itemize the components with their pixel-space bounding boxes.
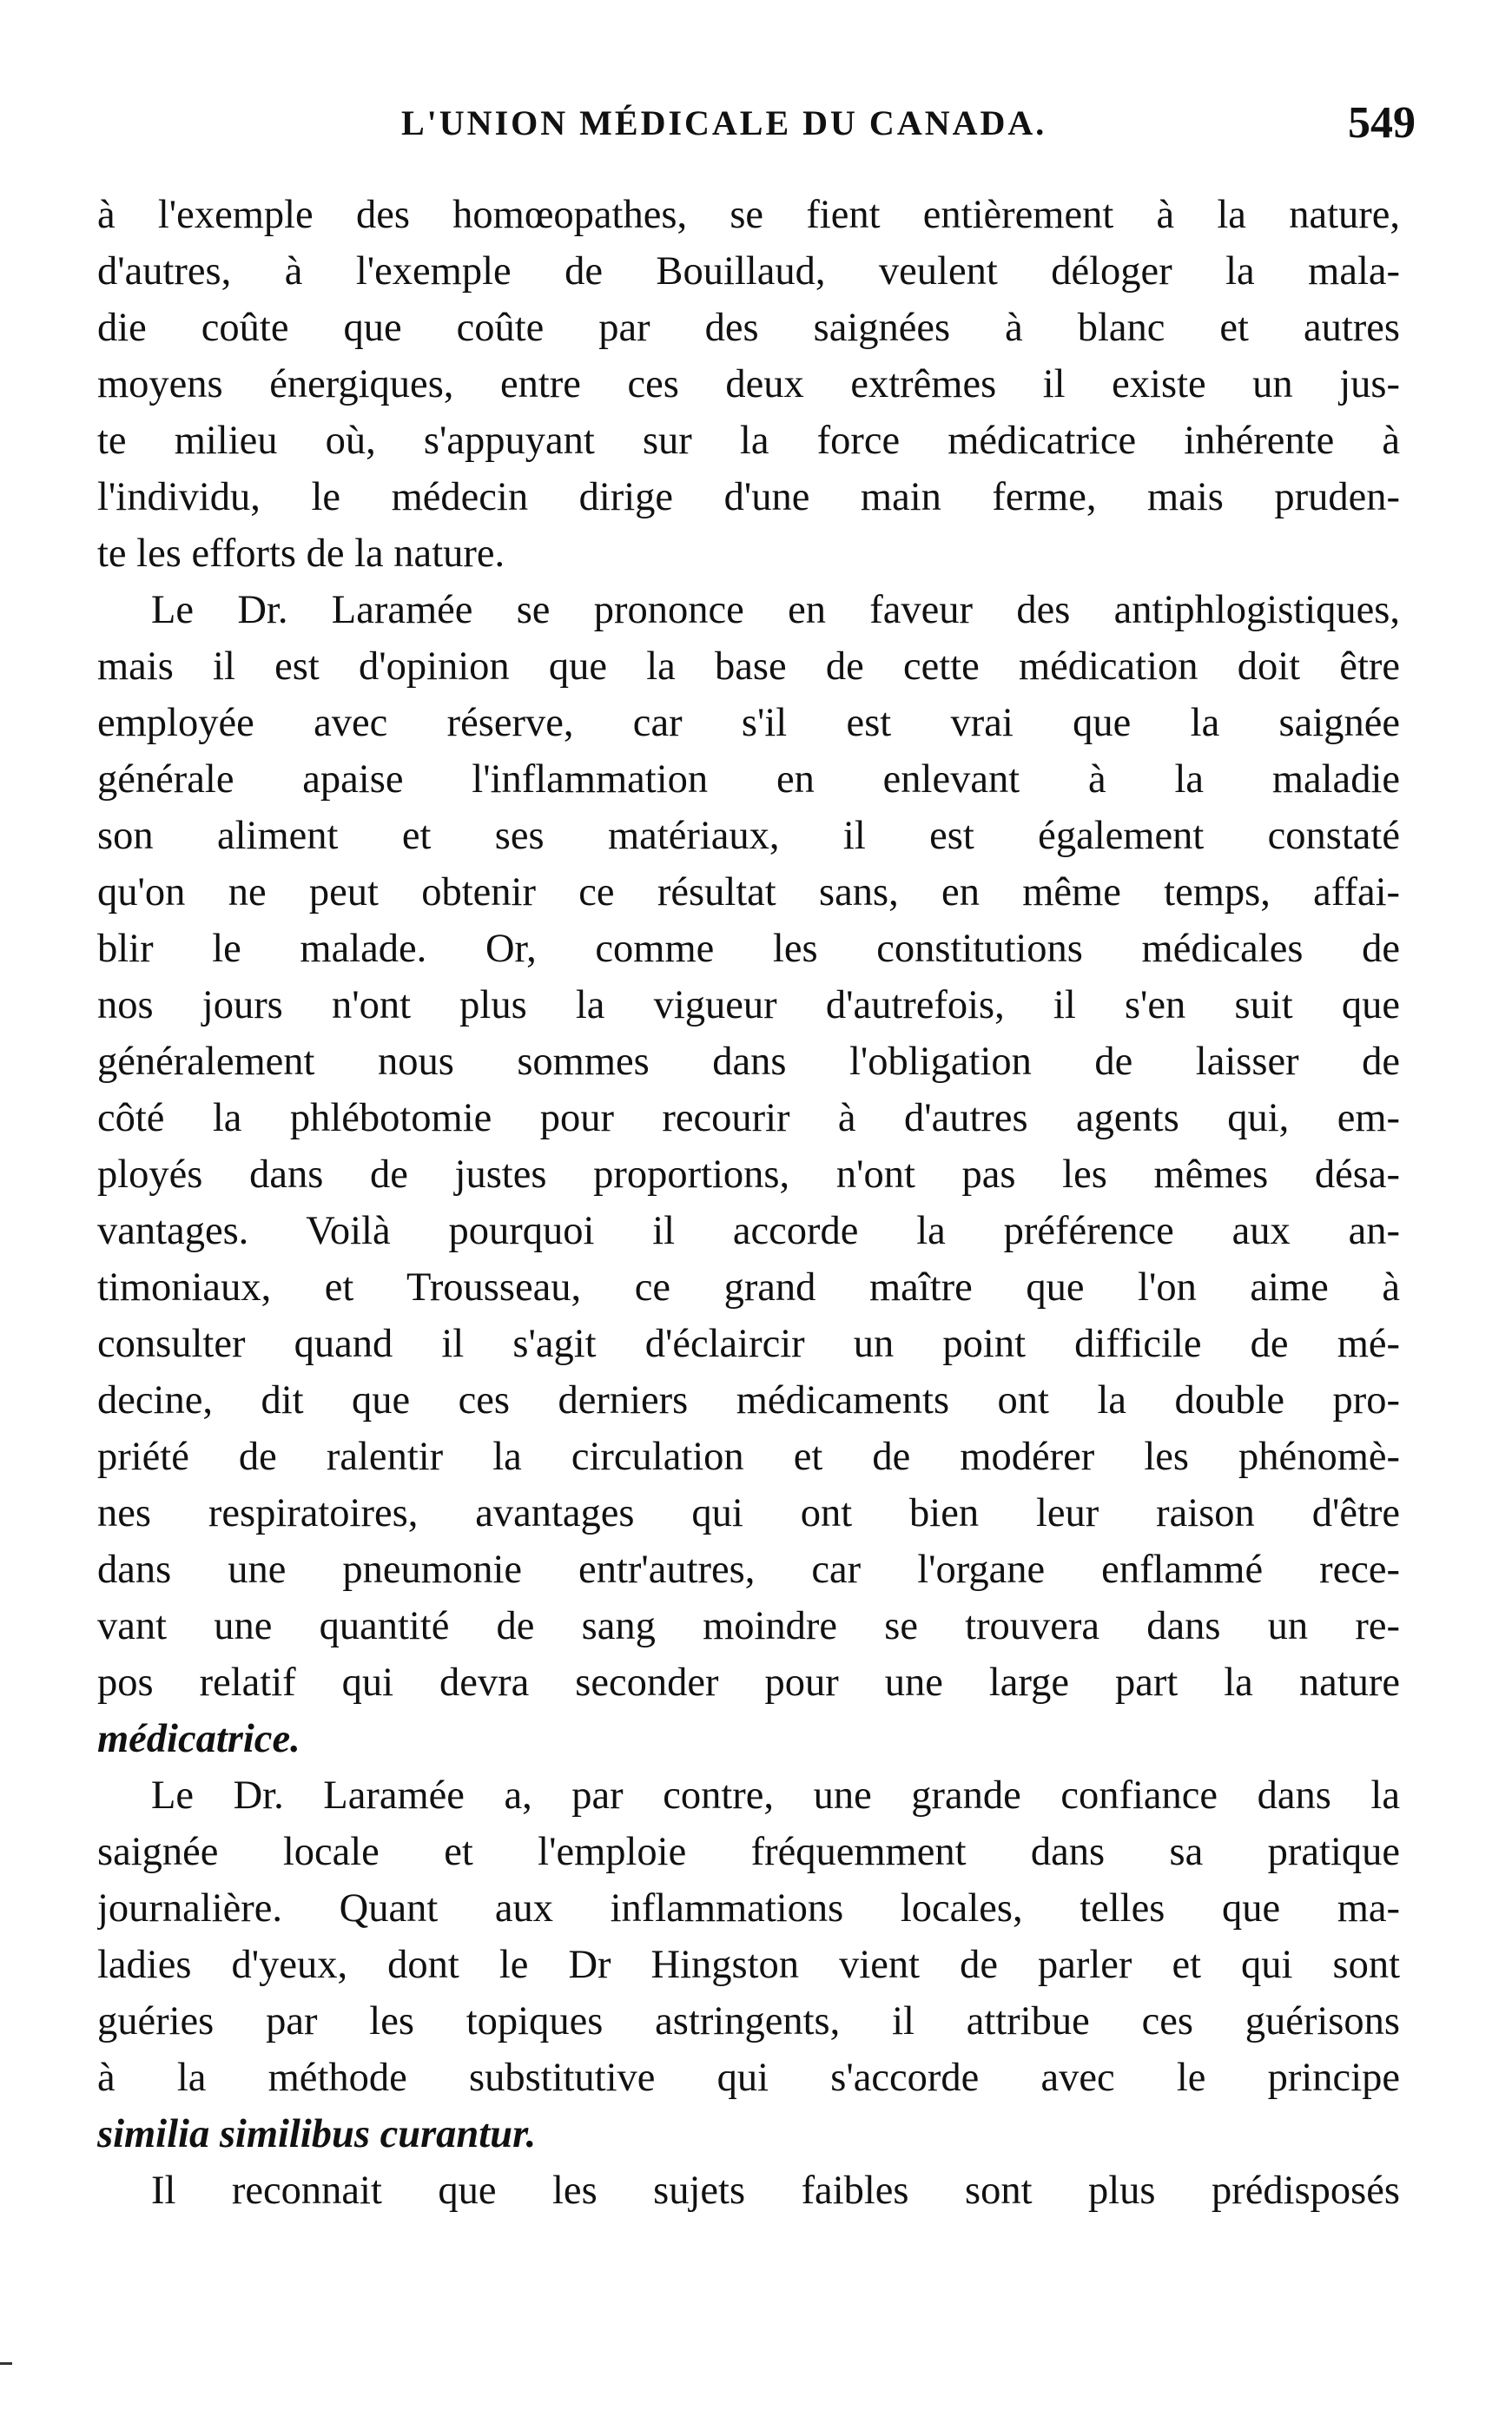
text-line: journalière. Quant aux inflammations locales, telles que ma-	[97, 1886, 1400, 1931]
text-line: vantages. Voilà pourquoi il accorde la préférence aux an-	[97, 1209, 1400, 1253]
text-line: générale apaise l'inflammation en enlevant à la maladie	[97, 757, 1400, 802]
text-line: similia similibus curantur.	[97, 2112, 537, 2156]
text-line: nes respiratoires, avantages qui ont bien leur raison d'être	[97, 1491, 1400, 1535]
header-title: L'UNION MÉDICALE DU CANADA.	[401, 103, 1047, 142]
text-line: priété de ralentir la circulation et de modérer les phénomè-	[97, 1435, 1400, 1479]
text-line: médicatrice.	[97, 1717, 300, 1761]
paragraph-4	[97, 2162, 1400, 2219]
text-line: d'autres, à l'exemple de Bouillaud, veulent déloger la mala-	[97, 249, 1400, 294]
running-header	[156, 98, 1416, 155]
text-line: blir le malade. Or, comme les constitutions médicales de	[97, 927, 1400, 971]
text-line: pos relatif qui devra seconder pour une large part la nature	[97, 1661, 1400, 1705]
text-line: l'individu, le médecin dirige d'une main ferme, mais pruden-	[97, 475, 1400, 519]
page-number: 549	[1348, 98, 1416, 148]
scan-edge-mark	[0, 2362, 12, 2365]
text-line: côté la phlébotomie pour recourir à d'autres agents qui, em-	[97, 1096, 1400, 1140]
text-line: consulter quand il s'agit d'éclaircir un point difficile de mé-	[97, 1322, 1400, 1366]
text-line: généralement nous sommes dans l'obligation de laisser de	[97, 1040, 1400, 1084]
text-line: Le Dr. Laramée a, par contre, une grande confiance dans la	[151, 1773, 1400, 1818]
text-line: saignée locale et l'emploie fréquemment dans sa pratique	[97, 1830, 1400, 1874]
text-line: employée avec réserve, car s'il est vrai que la saignée	[97, 701, 1400, 745]
text-line: mais il est d'opinion que la base de cette médication doit être	[97, 644, 1400, 689]
text-line: te milieu où, s'appuyant sur la force médicatrice inhérente à	[97, 419, 1400, 463]
body-text	[97, 187, 1400, 2219]
text-line: nos jours n'ont plus la vigueur d'autrefois, il s'en suit que	[97, 983, 1400, 1027]
text-line: qu'on ne peut obtenir ce résultat sans, en même temps, affai-	[97, 870, 1400, 914]
text-line: Le Dr. Laramée se prononce en faveur des antiphlogistiques,	[151, 588, 1400, 632]
text-line: à la méthode substitutive qui s'accorde avec le principe	[97, 2056, 1400, 2100]
text-line: timoniaux, et Trousseau, ce grand maître que l'on aime à	[97, 1265, 1400, 1310]
text-line: son aliment et ses matériaux, il est également constaté	[97, 814, 1400, 858]
paragraph-1	[97, 187, 1400, 582]
paragraph-2	[97, 582, 1400, 1767]
text-line: moyens énergiques, entre ces deux extrêmes il existe un jus-	[97, 362, 1400, 406]
paragraph-3	[97, 1767, 1400, 2162]
text-line: ladies d'yeux, dont le Dr Hingston vient de parler et qui sont	[97, 1943, 1400, 1987]
text-line: dans une pneumonie entr'autres, car l'organe enflammé rece-	[97, 1548, 1400, 1592]
text-line: die coûte que coûte par des saignées à blanc et autres	[97, 306, 1400, 350]
text-line: decine, dit que ces derniers médicaments ont la double pro-	[97, 1378, 1400, 1423]
text-line: guéries par les topiques astringents, il attribue ces guérisons	[97, 1999, 1400, 2044]
text-line: Il reconnait que les sujets faibles sont plus prédisposés	[151, 2169, 1400, 2213]
text-line: à l'exemple des homœopathes, se fient entièrement à la nature,	[97, 193, 1400, 237]
text-line: te les efforts de la nature.	[97, 532, 505, 576]
text-line: ployés dans de justes proportions, n'ont pas les mêmes désa-	[97, 1152, 1400, 1197]
text-line: vant une quantité de sang moindre se trouvera dans un re-	[97, 1604, 1400, 1648]
